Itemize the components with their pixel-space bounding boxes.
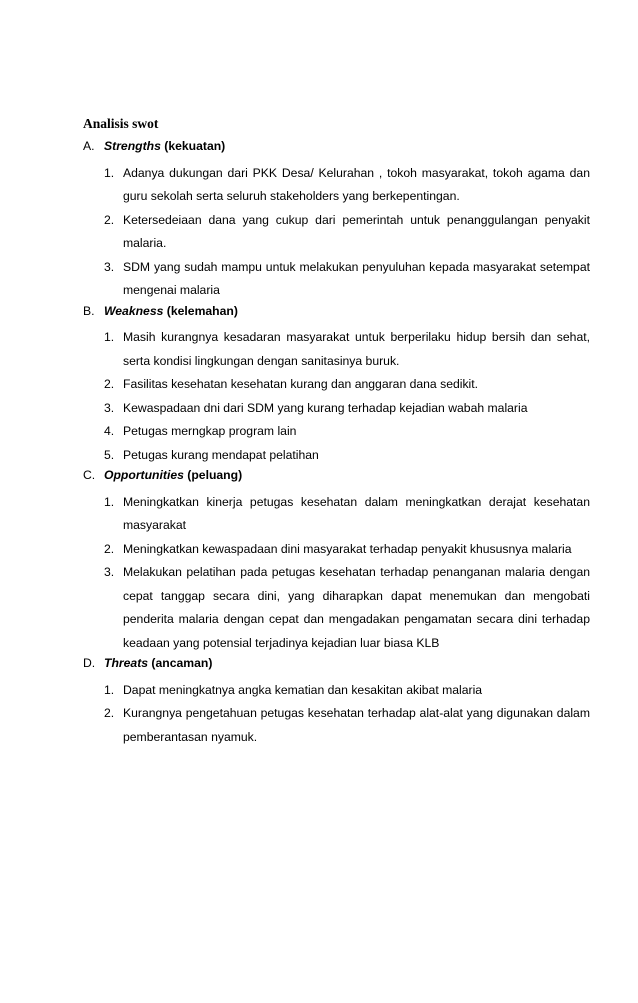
list-item <box>83 538 590 562</box>
section-term: Weakness <box>104 303 164 318</box>
section-heading <box>83 138 590 162</box>
list-item <box>83 702 590 749</box>
item-number: 4. <box>104 424 115 438</box>
item-number: 2. <box>104 212 115 227</box>
item-text: Masih kurangnya kesadaran masyarakat untuk berperilaku hidup bersih dan sehat, serta kondisi lingkungan dengan sanitasinya buruk. <box>123 330 590 368</box>
item-text: Adanya dukungan dari PKK Desa/ Kelurahan , tokoh masyarakat, tokoh agama dan guru sekolah serta seluruh stakeholders yang berkepentingan. <box>123 165 590 203</box>
section-letter: D. <box>83 656 96 670</box>
section-heading <box>83 303 590 327</box>
section-gloss: (kekuatan) <box>160 139 226 153</box>
item-text: Petugas merngkap program lain <box>123 424 297 438</box>
list-item <box>83 420 590 444</box>
item-number: 1. <box>104 165 115 180</box>
section-term: Opportunities <box>104 468 184 482</box>
list-item <box>83 444 590 468</box>
item-text: Kurangnya pengetahuan petugas kesehatan terhadap alat-alat yang digunakan dalam pemberantasan nyamuk. <box>123 706 590 744</box>
swot-sections <box>83 138 590 749</box>
section-heading <box>83 467 590 491</box>
section-gloss: (ancaman) <box>148 656 213 670</box>
item-list <box>83 679 590 750</box>
section-heading <box>83 655 590 679</box>
item-number: 3. <box>104 259 115 274</box>
item-number: 1. <box>104 330 115 344</box>
section-letter: B. <box>83 303 95 318</box>
item-list <box>83 162 590 303</box>
section-letter: C. <box>83 468 96 482</box>
section-letter: A. <box>83 139 95 153</box>
list-item <box>83 679 590 703</box>
list-item <box>83 397 590 421</box>
section-gloss: (peluang) <box>183 468 243 482</box>
list-item <box>83 373 590 397</box>
section-term: Threats <box>104 656 149 670</box>
item-number: 3. <box>104 400 115 415</box>
item-list <box>83 491 590 656</box>
section-weakness <box>83 303 590 468</box>
list-item <box>83 561 590 655</box>
item-text: Kewaspadaan dni dari SDM yang kurang terhadap kejadian wabah malaria <box>123 400 528 415</box>
list-item <box>83 326 590 373</box>
list-item <box>83 491 590 538</box>
item-text: Dapat meningkatnya angka kematian dan kesakitan akibat malaria <box>123 682 483 697</box>
section-threats <box>83 655 590 749</box>
item-text: Meningkatkan kinerja petugas kesehatan dalam meningkatkan derajat kesehatan masyarakat <box>123 494 590 532</box>
item-text: Petugas kurang mendapat pelatihan <box>123 447 319 462</box>
item-number: 5. <box>104 447 115 462</box>
item-number: 3. <box>104 565 115 579</box>
section-term: Strengths <box>104 139 161 153</box>
list-item <box>83 209 590 256</box>
item-number: 2. <box>104 706 115 720</box>
item-text: SDM yang sudah mampu untuk melakukan penyuluhan kepada masyarakat setempat mengenai malaria <box>123 259 590 297</box>
document-title: Analisis swot <box>83 116 159 131</box>
item-text: Melakukan pelatihan pada petugas kesehatan terhadap penanganan malaria dengan cepat tanggap secara dini, yang diharapkan dapat menemukan dan mengobati penderita malaria dengan cepat dan mengadakan pengamatan secara dini terhadap keadaan yang potensial terjadinya kejadian luar biasa KLB <box>123 565 590 650</box>
item-text: Meningkatkan kewaspadaan dini masyarakat terhadap penyakit khususnya malaria <box>123 541 572 556</box>
section-strengths <box>83 138 590 303</box>
section-opportunities <box>83 467 590 655</box>
section-gloss: (kelemahan) <box>163 303 238 318</box>
item-number: 1. <box>104 494 115 509</box>
list-item <box>83 162 590 209</box>
item-number: 1. <box>104 682 115 697</box>
item-text: Ketersedeiaan dana yang cukup dari pemerintah untuk penanggulangan penyakit malaria. <box>123 212 590 250</box>
list-item <box>83 256 590 303</box>
item-text: Fasilitas kesehatan kesehatan kurang dan anggaran dana sedikit. <box>123 377 479 391</box>
item-number: 2. <box>104 541 115 556</box>
item-number: 2. <box>104 377 115 391</box>
item-list <box>83 326 590 467</box>
